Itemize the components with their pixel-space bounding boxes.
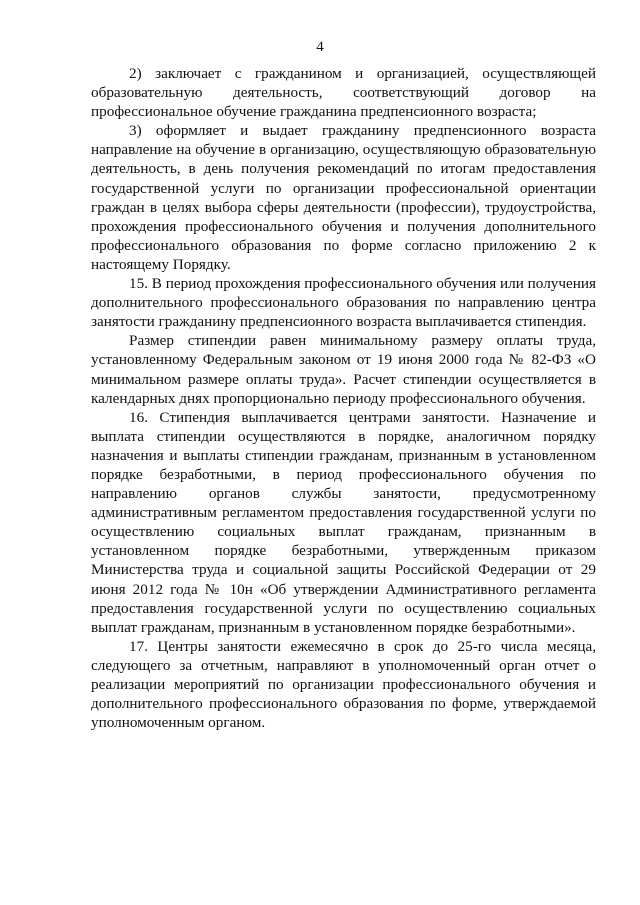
paragraph-clause-15: 15. В период прохождения профессионального обучения или получения дополнительного профессионального образования по направлению центра занятости гражданину предпенсионного возраста выплачивается стипендия. [91, 275, 596, 331]
paragraph-clause-17: 17. Центры занятости ежемесячно в срок до 25-го числа месяца, следующего за отчетным, направляют в уполномоченный орган отчет о реализации мероприятий по организации профессионального обучения и дополнительного профессионального образования по форме, утверждаемой уполномоченным органом. [91, 637, 596, 732]
paragraph-stipend-amount: Размер стипендии равен минимальному размеру оплаты труда, установленному Федеральным законом от 19 июня 2000 года № 82-ФЗ «О минимальном размере оплаты труда». Расчет стипендии осуществляется в календарных днях пропорционально периоду профессионального обучения. [91, 332, 596, 407]
paragraph-item-3: 3) оформляет и выдает гражданину предпенсионного возраста направление на обучение в организацию, осуществляющую образовательную деятельность, в день получения рекомендаций по итогам предоставления государственной услуги по организации профессиональной ориентации граждан в целях выбора сферы деятельности (профессии), трудоустройства, прохождения профессионального обучения и получения дополнительного профессионального образования по форме согласно приложению 2 к настоящему Порядку. [91, 122, 596, 273]
document-body [91, 64, 596, 732]
paragraph-item-2: 2) заключает с гражданином и организацией, осуществляющей образовательную деятельность, соответствующий договор на профессиональное обучение гражданина предпенсионного возраста; [91, 65, 596, 121]
page-number: 4 [316, 39, 324, 55]
paragraph-clause-16: 16. Стипендия выплачивается центрами занятости. Назначение и выплата стипендии осуществляются в порядке, аналогичном порядку назначения и выплаты стипендии гражданам, признанным в установленном порядке безработными, в период профессионального обучения по направлению органов службы занятости, предусмотренному административным регламентом предоставления государственной услуги по осуществлению социальных выплат гражданам, признанным в установленном порядке безработными, утвержденным приказом Министерства труда и социальной защиты Российской Федерации от 29 июня 2012 года № 10н «Об утверждении Административного регламента предоставления государственной услуги по осуществлению социальных выплат гражданам, признанным в установленном порядке безработными». [91, 408, 596, 636]
